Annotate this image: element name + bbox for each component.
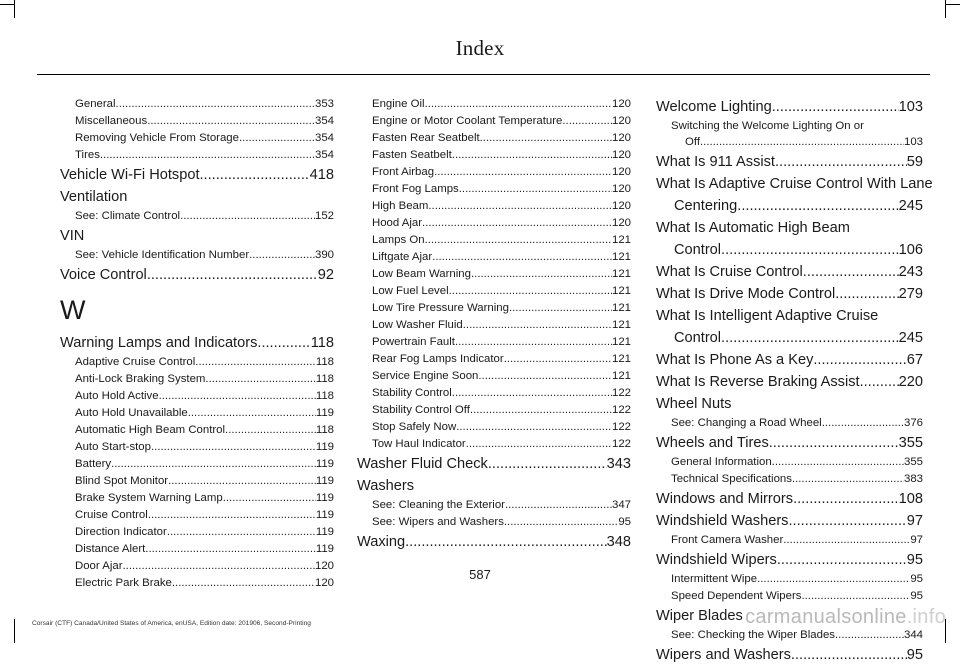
index-entry bbox=[656, 488, 923, 510]
index-subentry bbox=[357, 419, 631, 436]
index-subentry bbox=[656, 134, 923, 151]
dot-leader bbox=[425, 96, 612, 113]
dot-leader bbox=[769, 432, 899, 454]
entry-page: 121 bbox=[611, 285, 631, 297]
index-subentry: Switching the Welcome Lighting On or bbox=[671, 120, 864, 132]
dot-leader bbox=[167, 524, 316, 541]
entry-page: 120 bbox=[611, 200, 631, 212]
entry-page: 355 bbox=[898, 435, 923, 451]
entry-page: 120 bbox=[611, 166, 631, 178]
index-subentry bbox=[357, 130, 631, 147]
index-subentry bbox=[357, 215, 631, 232]
entry-term: Engine or Motor Coolant Temperature bbox=[372, 115, 563, 127]
entry-page: 95 bbox=[618, 516, 631, 528]
entry-page: 355 bbox=[903, 456, 923, 468]
entry-term: Rear Fog Lamps Indicator bbox=[372, 353, 504, 365]
entry-term: Voice Control bbox=[60, 267, 147, 283]
dot-leader bbox=[239, 130, 315, 147]
entry-page: 95 bbox=[906, 647, 923, 663]
dot-leader bbox=[200, 164, 310, 186]
index-entry bbox=[656, 327, 923, 349]
dot-leader bbox=[148, 507, 316, 524]
dot-leader bbox=[737, 195, 898, 217]
entry-page: 108 bbox=[898, 491, 923, 507]
index-entry bbox=[656, 432, 923, 454]
index-subentry bbox=[60, 208, 334, 225]
index-subentry bbox=[357, 436, 631, 453]
entry-page: 120 bbox=[611, 98, 631, 110]
crop-mark-top-right-v bbox=[945, 0, 946, 18]
index-entry bbox=[656, 283, 923, 305]
index-entry bbox=[357, 531, 631, 553]
entry-term: Windshield Washers bbox=[656, 513, 789, 529]
index-entry bbox=[656, 644, 923, 666]
index-subentry bbox=[656, 415, 923, 432]
entry-term: Control bbox=[674, 242, 722, 258]
index-subentry bbox=[60, 473, 334, 490]
index-subentry bbox=[656, 532, 923, 549]
index-subentry bbox=[60, 147, 334, 164]
entry-term: See: Climate Control bbox=[75, 210, 181, 222]
dot-leader bbox=[449, 283, 612, 300]
entry-term: Washer Fluid Check bbox=[357, 456, 488, 472]
index-heading: VIN bbox=[60, 228, 85, 244]
entry-term: Low Tire Pressure Warning bbox=[372, 302, 509, 314]
entry-term: Automatic High Beam Control bbox=[75, 424, 226, 436]
entry-term: Windshield Wipers bbox=[656, 552, 777, 568]
entry-page: 119 bbox=[315, 458, 334, 470]
entry-term: High Beam bbox=[372, 200, 429, 212]
entry-page: 97 bbox=[906, 513, 923, 529]
dot-leader bbox=[772, 96, 899, 118]
entry-page: 97 bbox=[910, 534, 923, 546]
index-subentry bbox=[357, 351, 631, 368]
entry-page: 119 bbox=[315, 526, 334, 538]
entry-term: Centering bbox=[674, 198, 738, 214]
dot-leader bbox=[478, 368, 612, 385]
entry-term: Stability Control Off bbox=[372, 404, 470, 416]
entry-term: See: Cleaning the Exterior bbox=[372, 499, 505, 511]
dot-leader bbox=[225, 422, 316, 439]
entry-term: Low Beam Warning bbox=[372, 268, 471, 280]
entry-page: 121 bbox=[611, 336, 631, 348]
index-entry bbox=[60, 164, 334, 186]
entry-page: 118 bbox=[310, 335, 334, 351]
entry-term: Powertrain Fault bbox=[372, 336, 455, 348]
entry-term: Stop Safely Now bbox=[372, 421, 457, 433]
footer-edition-text: Corsair (CTF) Canada/United States of America, enUSA, Edition date: 201906, Second-Printing bbox=[32, 620, 311, 627]
entry-term: Electric Park Brake bbox=[75, 577, 172, 589]
dot-leader bbox=[788, 510, 906, 532]
entry-page: 120 bbox=[611, 132, 631, 144]
index-subentry bbox=[357, 497, 631, 514]
entry-term: Adaptive Cruise Control bbox=[75, 356, 196, 368]
entry-term: See: Checking the Wiper Blades bbox=[671, 629, 835, 641]
entry-page: 348 bbox=[606, 534, 631, 550]
index-subentry bbox=[656, 471, 923, 488]
entry-term: Welcome Lighting bbox=[656, 99, 772, 115]
dot-leader bbox=[180, 208, 315, 225]
watermark-logo bbox=[745, 606, 946, 629]
entry-page: 122 bbox=[611, 404, 631, 416]
entry-page: 279 bbox=[898, 286, 923, 302]
dot-leader bbox=[504, 514, 618, 531]
entry-page: 354 bbox=[314, 115, 334, 127]
index-subentry bbox=[357, 198, 631, 215]
entry-term: See: Vehicle Identification Number bbox=[75, 249, 250, 261]
entry-page: 119 bbox=[315, 543, 334, 555]
index-subentry bbox=[357, 232, 631, 249]
entry-page: 118 bbox=[315, 356, 334, 368]
entry-term: Warning Lamps and Indicators bbox=[60, 335, 258, 351]
entry-page: 376 bbox=[903, 417, 923, 429]
crop-mark-top-left-v bbox=[14, 0, 15, 18]
dot-leader bbox=[813, 349, 906, 371]
index-subentry bbox=[60, 490, 334, 507]
dot-leader bbox=[456, 419, 612, 436]
index-heading: Washers bbox=[357, 478, 415, 494]
crop-mark-top-left-h bbox=[0, 4, 14, 5]
entry-term: Fasten Rear Seatbelt bbox=[372, 132, 480, 144]
dot-leader bbox=[452, 385, 612, 402]
entry-term: General bbox=[75, 98, 116, 110]
index-subentry bbox=[60, 388, 334, 405]
entry-page: 390 bbox=[314, 249, 334, 261]
dot-leader bbox=[147, 113, 315, 130]
dot-leader bbox=[111, 456, 316, 473]
dot-leader bbox=[772, 454, 904, 471]
entry-page: 122 bbox=[611, 438, 631, 450]
index-subentry bbox=[357, 181, 631, 198]
dot-leader bbox=[470, 402, 612, 419]
dot-leader bbox=[801, 588, 910, 605]
entry-page: 121 bbox=[611, 353, 631, 365]
dot-leader bbox=[488, 453, 607, 475]
entry-term: Lamps On bbox=[372, 234, 425, 246]
entry-term: Miscellaneous bbox=[75, 115, 148, 127]
index-subentry bbox=[357, 147, 631, 164]
entry-term: Blind Spot Monitor bbox=[75, 475, 169, 487]
dot-leader bbox=[471, 266, 612, 283]
dot-leader bbox=[463, 317, 612, 334]
entry-page: 122 bbox=[611, 387, 631, 399]
index-subentry bbox=[60, 96, 334, 113]
watermark-part2: .info bbox=[906, 606, 946, 628]
entry-page: 243 bbox=[898, 264, 923, 280]
index-subentry bbox=[357, 113, 631, 130]
entry-term: Low Fuel Level bbox=[372, 285, 449, 297]
index-entry bbox=[656, 371, 923, 393]
dot-leader bbox=[792, 471, 904, 488]
entry-term: Anti-Lock Braking System bbox=[75, 373, 206, 385]
index-subentry bbox=[357, 266, 631, 283]
entry-term: Tow Haul Indicator bbox=[372, 438, 466, 450]
crop-mark-top-right-h bbox=[946, 4, 960, 5]
index-heading: Wheel Nuts bbox=[656, 396, 732, 412]
index-subentry bbox=[357, 514, 631, 531]
dot-leader bbox=[195, 354, 316, 371]
entry-page: 92 bbox=[317, 267, 334, 283]
entry-term: Auto Hold Unavailable bbox=[75, 407, 188, 419]
index-subentry bbox=[357, 283, 631, 300]
dot-leader bbox=[422, 215, 612, 232]
index-entry bbox=[656, 239, 923, 261]
entry-term: Vehicle Wi-Fi Hotspot bbox=[60, 167, 200, 183]
index-entry bbox=[656, 151, 923, 173]
entry-page: 59 bbox=[906, 154, 923, 170]
dot-leader bbox=[700, 134, 904, 151]
section-letter: W bbox=[60, 295, 86, 325]
dot-leader bbox=[721, 327, 899, 349]
entry-term: What Is Drive Mode Control bbox=[656, 286, 836, 302]
dot-leader bbox=[466, 436, 612, 453]
entry-page: 119 bbox=[315, 492, 334, 504]
index-heading: What Is Automatic High Beam bbox=[656, 220, 850, 236]
entry-page: 343 bbox=[606, 456, 631, 472]
entry-term: General Information bbox=[671, 456, 772, 468]
dot-leader bbox=[168, 473, 316, 490]
entry-page: 121 bbox=[611, 302, 631, 314]
entry-term: Auto Hold Active bbox=[75, 390, 159, 402]
entry-page: 119 bbox=[315, 441, 334, 453]
entry-term: Distance Alert bbox=[75, 543, 146, 555]
dot-leader bbox=[223, 490, 316, 507]
entry-page: 95 bbox=[910, 573, 923, 585]
index-subentry bbox=[60, 422, 334, 439]
dot-leader bbox=[835, 283, 898, 305]
index-subentry bbox=[357, 334, 631, 351]
dot-leader bbox=[455, 334, 612, 351]
index-heading: What Is Intelligent Adaptive Cruise bbox=[656, 308, 879, 324]
entry-term: Control bbox=[674, 330, 722, 346]
entry-page: 121 bbox=[611, 234, 631, 246]
entry-page: 106 bbox=[898, 242, 923, 258]
page-title: Index bbox=[455, 36, 505, 60]
entry-page: 103 bbox=[898, 99, 923, 115]
entry-page: 245 bbox=[898, 198, 923, 214]
dot-leader bbox=[188, 405, 316, 422]
entry-page: 118 bbox=[315, 390, 334, 402]
entry-term: Technical Specifications bbox=[671, 473, 792, 485]
dot-leader bbox=[835, 627, 904, 644]
index-subentry bbox=[656, 627, 923, 644]
index-subentry bbox=[60, 247, 334, 264]
dot-leader bbox=[562, 113, 612, 130]
entry-page: 119 bbox=[315, 407, 334, 419]
dot-leader bbox=[860, 371, 899, 393]
index-column-2 bbox=[357, 96, 631, 553]
page-number: 587 bbox=[469, 567, 491, 582]
entry-term: Windows and Mirrors bbox=[656, 491, 794, 507]
dot-leader bbox=[434, 164, 612, 181]
dot-leader bbox=[151, 439, 316, 456]
index-subentry bbox=[357, 96, 631, 113]
entry-term: Service Engine Soon bbox=[372, 370, 479, 382]
entry-term: Direction Indicator bbox=[75, 526, 167, 538]
index-subentry bbox=[357, 385, 631, 402]
index-subentry bbox=[60, 405, 334, 422]
entry-term: What Is 911 Assist bbox=[656, 154, 775, 170]
entry-page: 119 bbox=[315, 509, 334, 521]
entry-page: 121 bbox=[611, 370, 631, 382]
entry-page: 418 bbox=[309, 167, 334, 183]
index-subentry bbox=[60, 371, 334, 388]
dot-leader bbox=[783, 532, 910, 549]
entry-term: Door Ajar bbox=[75, 560, 123, 572]
entry-term: Removing Vehicle From Storage bbox=[75, 132, 239, 144]
entry-term: Auto Start-stop bbox=[75, 441, 151, 453]
entry-page: 245 bbox=[898, 330, 923, 346]
entry-term: Battery bbox=[75, 458, 112, 470]
index-entry bbox=[656, 261, 923, 283]
entry-page: 95 bbox=[906, 552, 923, 568]
entry-page: 353 bbox=[314, 98, 334, 110]
dot-leader bbox=[793, 488, 899, 510]
dot-leader bbox=[452, 147, 612, 164]
entry-page: 121 bbox=[611, 319, 631, 331]
index-column-1 bbox=[60, 96, 334, 592]
entry-term: Wipers and Washers bbox=[656, 647, 791, 663]
entry-page: 120 bbox=[314, 560, 334, 572]
entry-term: Tires bbox=[75, 149, 100, 161]
dot-leader bbox=[257, 332, 310, 354]
index-subentry bbox=[357, 368, 631, 385]
entry-term: Brake System Warning Lamp bbox=[75, 492, 223, 504]
dot-leader bbox=[504, 351, 612, 368]
dot-leader bbox=[480, 130, 612, 147]
entry-term: Stability Control bbox=[372, 387, 452, 399]
index-entry bbox=[656, 349, 923, 371]
index-subentry bbox=[357, 402, 631, 419]
entry-term: What Is Reverse Braking Assist bbox=[656, 374, 860, 390]
entry-page: 67 bbox=[906, 352, 923, 368]
dot-leader bbox=[205, 371, 315, 388]
dot-leader bbox=[405, 531, 607, 553]
dot-leader bbox=[721, 239, 899, 261]
dot-leader bbox=[428, 198, 612, 215]
index-subentry bbox=[60, 456, 334, 473]
dot-leader bbox=[249, 247, 315, 264]
index-entry bbox=[656, 510, 923, 532]
entry-term: Low Washer Fluid bbox=[372, 319, 463, 331]
index-subentry bbox=[60, 507, 334, 524]
entry-term: See: Wipers and Washers bbox=[372, 516, 504, 528]
index-subentry bbox=[357, 300, 631, 317]
entry-page: 122 bbox=[611, 421, 631, 433]
dot-leader bbox=[803, 261, 899, 283]
entry-page: 95 bbox=[910, 590, 923, 602]
watermark-part1: carmanualsonline bbox=[745, 606, 907, 628]
dot-leader bbox=[100, 147, 315, 164]
dot-leader bbox=[775, 151, 907, 173]
entry-page: 354 bbox=[314, 149, 334, 161]
index-entry bbox=[656, 195, 923, 217]
entry-page: 152 bbox=[314, 210, 334, 222]
index-subentry bbox=[60, 130, 334, 147]
index-subentry bbox=[357, 249, 631, 266]
entry-term: Wheels and Tires bbox=[656, 435, 769, 451]
index-subentry bbox=[656, 454, 923, 471]
index-subentry bbox=[60, 541, 334, 558]
index-subentry bbox=[357, 317, 631, 334]
index-entry bbox=[357, 453, 631, 475]
entry-page: 344 bbox=[903, 629, 923, 641]
index-heading: Ventilation bbox=[60, 189, 128, 205]
entry-term: Speed Dependent Wipers bbox=[671, 590, 802, 602]
index-subentry bbox=[60, 113, 334, 130]
dot-leader bbox=[505, 497, 612, 514]
entry-page: 354 bbox=[314, 132, 334, 144]
entry-term: Cruise Control bbox=[75, 509, 148, 521]
dot-leader bbox=[116, 96, 315, 113]
entry-page: 120 bbox=[611, 115, 631, 127]
dot-leader bbox=[791, 644, 907, 666]
index-entry bbox=[60, 332, 334, 354]
entry-term: Waxing bbox=[357, 534, 406, 550]
entry-term: See: Changing a Road Wheel bbox=[671, 417, 822, 429]
dot-leader bbox=[509, 300, 612, 317]
entry-page: 118 bbox=[315, 373, 334, 385]
index-subentry bbox=[357, 164, 631, 181]
entry-term: Fasten Seatbelt bbox=[372, 149, 452, 161]
entry-page: 120 bbox=[611, 217, 631, 229]
entry-term: What Is Cruise Control bbox=[656, 264, 803, 280]
index-subentry bbox=[656, 588, 923, 605]
entry-page: 121 bbox=[611, 268, 631, 280]
index-subentry bbox=[60, 524, 334, 541]
entry-term: What Is Phone As a Key bbox=[656, 352, 814, 368]
dot-leader bbox=[432, 249, 612, 266]
entry-page: 103 bbox=[903, 136, 923, 148]
index-entry bbox=[60, 264, 334, 286]
entry-page: 120 bbox=[611, 183, 631, 195]
index-heading: What Is Adaptive Cruise Control With Lane bbox=[656, 176, 933, 192]
dot-leader bbox=[459, 181, 612, 198]
entry-term: Intermittent Wipe bbox=[671, 573, 758, 585]
entry-term: Off bbox=[685, 136, 700, 148]
entry-term: Front Fog Lamps bbox=[372, 183, 459, 195]
entry-page: 121 bbox=[611, 251, 631, 263]
entry-term: Liftgate Ajar bbox=[372, 251, 433, 263]
entry-page: 119 bbox=[315, 475, 334, 487]
entry-term: Engine Oil bbox=[372, 98, 425, 110]
entry-page: 383 bbox=[903, 473, 923, 485]
index-subentry bbox=[60, 439, 334, 456]
dot-leader bbox=[159, 388, 316, 405]
index-subentry bbox=[60, 354, 334, 371]
index-heading: Wiper Blades bbox=[656, 608, 743, 624]
dot-leader bbox=[145, 541, 316, 558]
crop-mark-bottom-left-v bbox=[14, 619, 15, 643]
entry-term: Hood Ajar bbox=[372, 217, 423, 229]
entry-term: Front Camera Washer bbox=[671, 534, 784, 546]
entry-page: 347 bbox=[611, 499, 631, 511]
entry-page: 120 bbox=[314, 577, 334, 589]
index-entry bbox=[656, 96, 923, 118]
entry-page: 220 bbox=[898, 374, 923, 390]
dot-leader bbox=[822, 415, 904, 432]
entry-page: 118 bbox=[315, 424, 334, 436]
dot-leader bbox=[147, 264, 318, 286]
entry-page: 120 bbox=[611, 149, 631, 161]
dot-leader bbox=[425, 232, 612, 249]
title-rule bbox=[37, 74, 930, 75]
entry-term: Front Airbag bbox=[372, 166, 435, 178]
